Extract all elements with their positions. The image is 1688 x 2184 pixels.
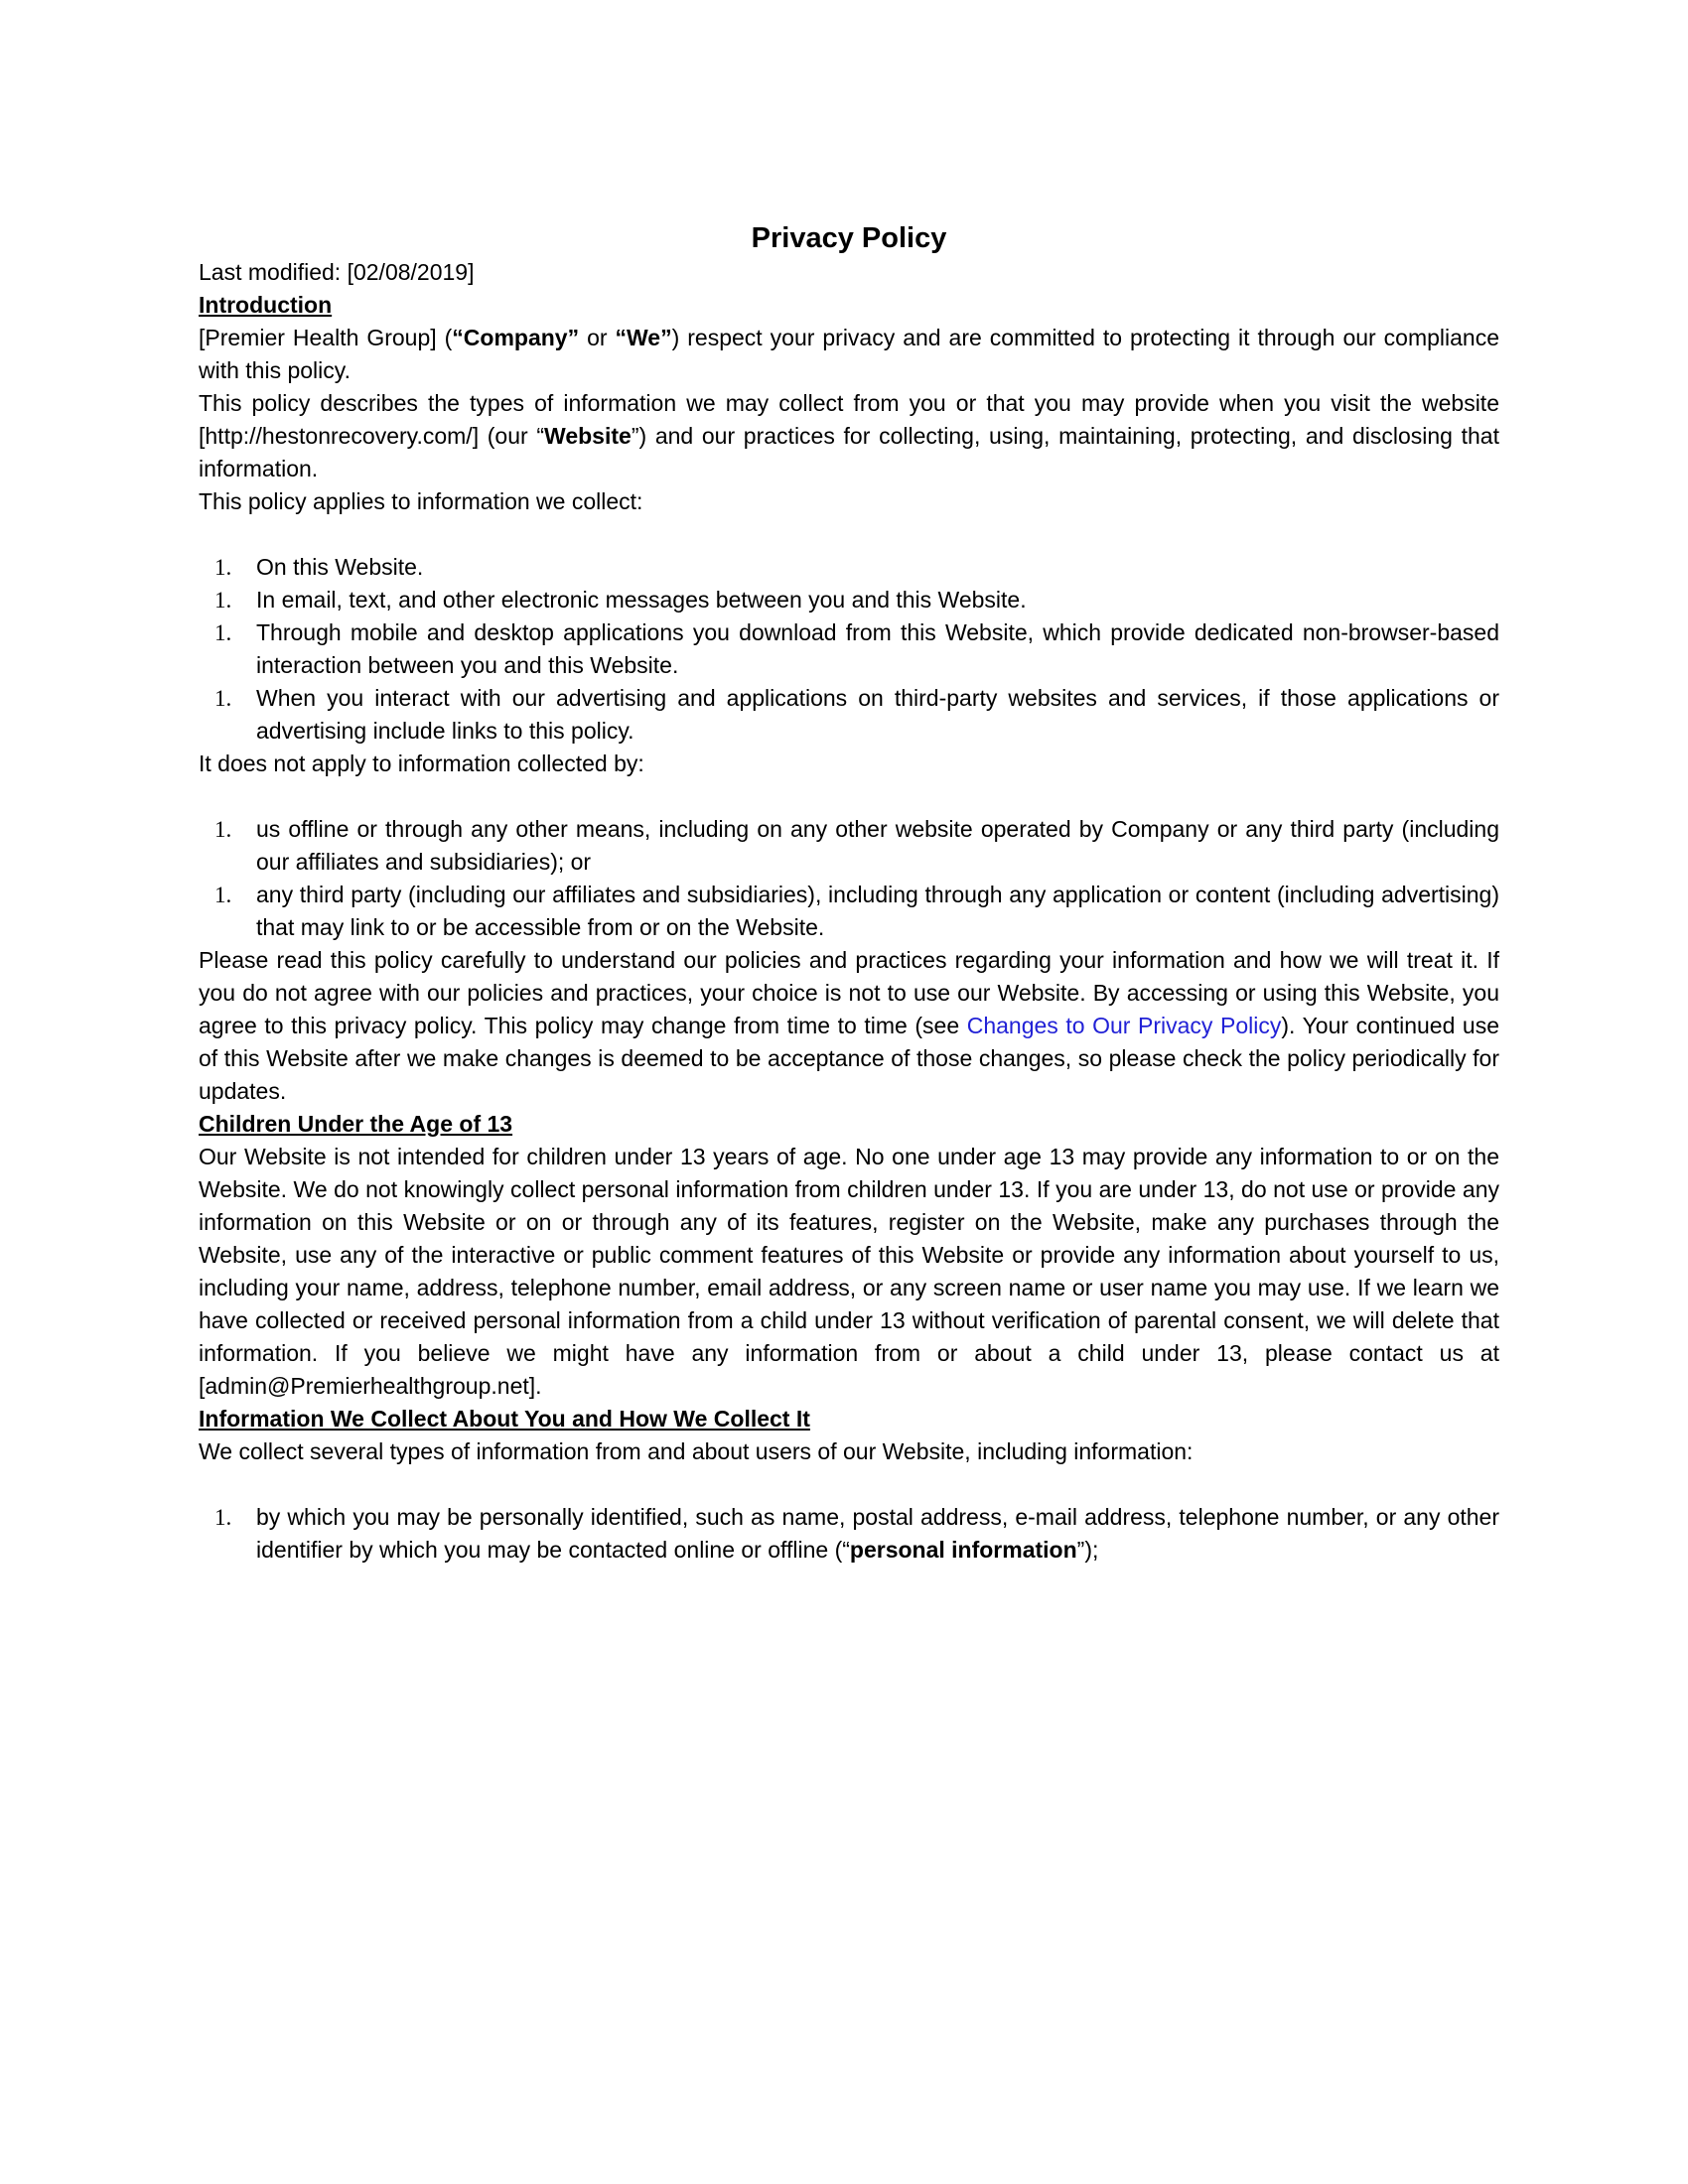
list-item-number: 1. — [214, 686, 232, 711]
text-run: ”) and our practices for collecting, using, maintaining, protecting, and disclosing that information. — [199, 423, 1499, 481]
list-item-number: 1. — [214, 588, 232, 613]
list-item — [199, 879, 1499, 944]
text-run: Our Website is not intended for children under 13 years of age. No one under age 13 may provide any information to or on the Website. We do not knowingly collect personal information from children under 13. If you are under 13, do not use or provide any information on this Website or on or through any of its features, register on the Website, make any purchases through the Website, use any of the interactive or public comment features of this Website or provide any information about yourself to us, including your name, address, telephone number, email address, or any screen name or user name you may use. If we learn we have collected or received personal information from a child under 13 without verification of parental consent, we will delete that information. If you believe we might have any information from or about a child under 13, please contact us at [admin@Premierhealthgroup.net]. — [199, 1144, 1499, 1399]
list-item-number: 1. — [214, 817, 232, 842]
text-run: This policy applies to information we collect: — [199, 488, 643, 514]
numbered-list — [199, 1501, 1499, 1567]
list-item — [199, 551, 1499, 584]
text-run: us offline or through any other means, including on any other website operated by Company or any third party (including our affiliates and subsidiaries); or — [256, 816, 1499, 875]
list-item-text — [256, 816, 1499, 875]
text-run: “We” — [615, 325, 672, 350]
list-item-text — [256, 685, 1499, 744]
list-item — [199, 682, 1499, 748]
text-run: Last modified: [02/08/2019] — [199, 259, 475, 285]
list-item — [199, 1501, 1499, 1567]
list-item-text — [256, 587, 1027, 613]
page-title: Privacy Policy — [751, 222, 947, 254]
list-item — [199, 584, 1499, 616]
text-run: [Premier Health Group] ( — [199, 325, 453, 350]
paragraph — [199, 748, 1499, 780]
paragraph — [199, 256, 1499, 289]
text-run: In email, text, and other electronic messages between you and this Website. — [256, 587, 1027, 613]
text-run: Website — [544, 423, 632, 449]
text-run: This policy describes the types of information we may collect from you or that you may provide when you visit the website [http://hestonrecovery.com/] (our “ — [199, 390, 1499, 449]
text-run: Through mobile and desktop applications you download from this Website, which provide dedicated non-browser-based interaction between you and this Website. — [256, 619, 1499, 678]
text-run: by which you may be personally identified, such as name, postal address, e-mail address, telephone number, or any other identifier by which you may be contacted online or offline (“ — [256, 1504, 1499, 1563]
list-item-number: 1. — [214, 555, 232, 580]
paragraph — [199, 387, 1499, 485]
list-item-number: 1. — [214, 1505, 232, 1530]
changes-to-privacy-policy-link[interactable]: Changes to Our Privacy Policy — [966, 1013, 1282, 1038]
numbered-list — [199, 813, 1499, 944]
paragraph — [199, 322, 1499, 387]
list-item-text — [256, 554, 423, 580]
section-heading: Information We Collect About You and How We Collect It — [199, 1406, 810, 1432]
paragraph — [199, 1435, 1499, 1468]
text-run: any third party (including our affiliates and subsidiaries), including through any application or content (including advertising) that may link to or be accessible from or on the Website. — [256, 882, 1499, 940]
text-run: ”); — [1076, 1537, 1099, 1563]
paragraph — [199, 944, 1499, 1108]
list-item-text — [256, 882, 1499, 940]
list-item — [199, 813, 1499, 879]
paragraph — [199, 485, 1499, 518]
text-run: “Company” — [452, 325, 580, 350]
text-run: It does not apply to information collected by: — [199, 751, 644, 776]
text-run: personal information — [849, 1537, 1077, 1563]
section-heading: Children Under the Age of 13 — [199, 1111, 513, 1137]
text-run: ) respect your privacy and are committed to protecting it through our compliance with this policy. — [199, 325, 1500, 383]
numbered-list — [199, 551, 1499, 748]
list-item-number: 1. — [214, 883, 232, 907]
text-run: On this Website. — [256, 554, 424, 580]
text-run: When you interact with our advertising and applications on third-party websites and services, if those applications or advertising include links to this policy. — [256, 685, 1499, 744]
list-item — [199, 616, 1499, 682]
list-item-text — [256, 1504, 1499, 1563]
text-run: We collect several types of information from and about users of our Website, including information: — [199, 1438, 1194, 1464]
text-run: or — [579, 325, 616, 350]
text-run: ). Your continued use of this Website after we make changes is deemed to be acceptance of those changes, so please check the policy periodically for updates. — [199, 1013, 1500, 1104]
paragraph — [199, 1141, 1499, 1403]
list-item-text — [256, 619, 1499, 678]
section-heading: Introduction — [199, 292, 333, 318]
text-run: Please read this policy carefully to understand our policies and practices regarding your information and how we will treat it. If you do not agree with our policies and practices, your choice is not to use our Website. By accessing or using this Website, you agree to this privacy policy. This policy may change from time to time (see — [199, 947, 1499, 1038]
list-item-number: 1. — [214, 620, 232, 645]
